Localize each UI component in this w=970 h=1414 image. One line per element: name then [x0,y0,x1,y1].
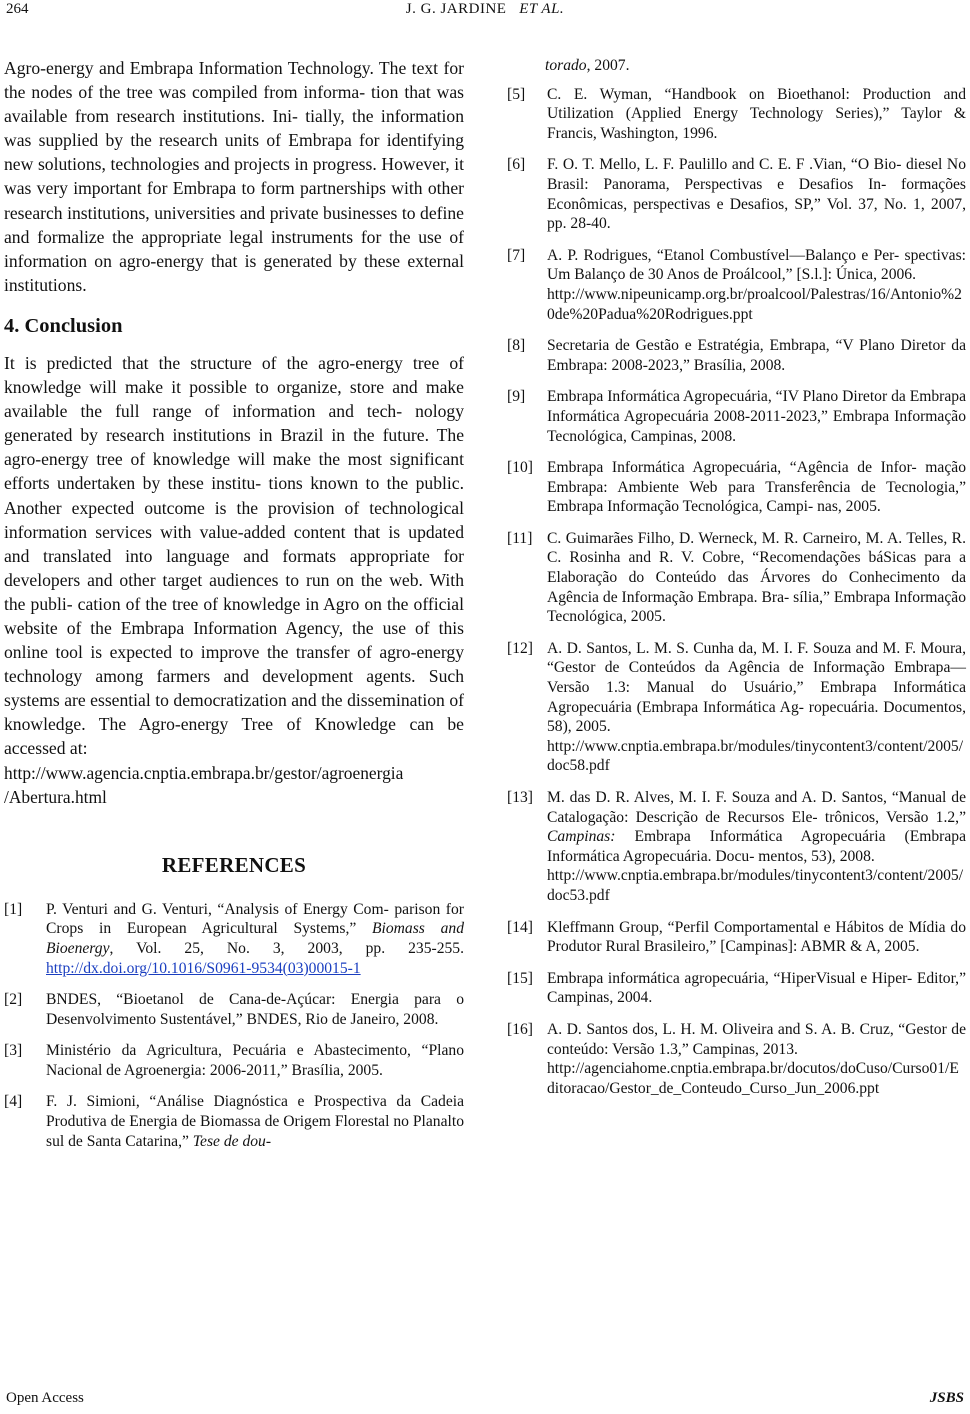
reference-text [547,1020,966,1098]
reference-italic-part: Campinas: [547,828,616,846]
journal-abbreviation: JSBS [929,1390,964,1406]
reference-text-part: A. D. Santos, L. M. S. Cunha da, M. I. F. Souza and M. F. Moura, “Gestor de Conteúdos da Agência de Informação Embrapa—Versão 1.3: Manual do Usuário,” Embrapa Informática Agropecuária (Embrapa Informática Ag- ropecuária. Documentos, 58), 2005. [547,639,966,736]
reference-item-7 [507,246,966,324]
reference-number: [12] [507,639,533,657]
reference-text: Embrapa Informática Agropecuária, “Agência de Infor- mação Embrapa: Ambiente Web para Transferência de Tecnologia,” Embrapa Informação Tecnológica, Campi- nas, 2005. [547,459,966,516]
doi-link[interactable]: http://dx.doi.org/10.1016/S0961-9534(03)00015-1 [46,959,361,977]
reference-number: [15] [507,969,533,987]
reference-item-4 [4,1092,464,1151]
reference-text-part: , Vol. 25, No. 3, 2003, pp. 235-255. [109,939,464,957]
reference-text: C. E. Wyman, “Handbook on Bioethanol: Production and Utilization (Applied Energy Technology Series),” Taylor & Francis, Washington, 1996. [547,85,966,142]
reference-text [547,788,966,906]
open-access-label: Open Access [6,1390,84,1406]
reference-number: [2] [4,991,23,1009]
reference-item-15 [507,969,966,1008]
reference-number: [5] [507,85,526,103]
reference-item-8 [507,336,966,375]
reference-text-part: A. P. Rodrigues, “Etanol Combustível—Balanço e Per- spectivas: Um Balanço de 30 Anos de Proálcool,” [S.l.]: Única, 2006. [547,246,966,284]
reference-text-part: F. J. Simioni, “Análise Diagnóstica e Prospectiva da Cadeia Produtiva de Energia de Biomassa de Origem Florestal no Planalto sul de Santa Catarina,” [46,1093,464,1150]
reference-number: [13] [507,789,533,806]
reference-number: [8] [507,337,526,355]
reference-number: [9] [507,388,526,406]
reference-url[interactable]: http://www.cnptia.embrapa.br/modules/tinycontent3/content/2005/doc53.pdf [547,867,964,904]
reference-text: F. O. T. Mello, L. F. Paulillo and C. E. F .Vian, “O Bio- diesel No Brasil: Panorama, Perspectivas e Desafios In- formações Econômicas, perspectivas e Desafios, SP,” Vol. 37, No. 1, 2007, pp. 28-40. [547,156,966,233]
reference-item-3 [4,1041,464,1080]
left-column [4,56,464,1163]
reference-item-14 [507,918,966,957]
reference-number: [10] [507,459,533,477]
reference-item-13 [507,788,966,906]
reference-item-1 [4,900,464,978]
running-title-authors: J. G. JARDINE [405,1,507,17]
reference-text-part: A. D. Santos dos, L. H. M. Oliveira and S. A. B. Cruz, “Gestor de conteúdo: Versão 1.3,” Campinas, 2013. [547,1020,966,1058]
reference-number: [14] [507,918,533,936]
reference-text [547,639,966,776]
reference-text-part: P. Venturi and G. Venturi, “Analysis of Energy Com- parison for Crops in European Agricultural Systems,” [46,900,464,938]
reference-number: [16] [507,1020,533,1038]
conclusion-paragraph: It is predicted that the structure of the agro-energy tree of knowledge will make it possible to organize, store and make available the full range of information and tech- nology generated by research institutions in Brazil in the future. The agro-energy tree of knowledge will make the most significant efforts undertaken by these institu- tions known to the public. Another expected outcome is the provision of technological information services with value-added content that is updated and translated into language and formats appropriate for developers and other target audiences to run on the web. With the publi- cation of the tree of knowledge in Agro on the official website of the Embrapa Information Agency, the use of this online tool is expected to improve the transfer of agro-energy technology among farmers and development agents. Such systems are essential to democratization and the dissemination of knowledge. The Agro-energy Tree of Knowledge can be accessed at: [4,352,464,759]
reference-text: C. Guimarães Filho, D. Werneck, M. R. Carneiro, M. A. Telles, R. C. Rosinha and R. V. Cobre, “Recomendações báSicas para a Elaboração do Conteúdo das Árvores do Conhecimento da Agência de Informação Embrapa. Bra- sília,” Embrapa Informação Tecnológica, 2005. [547,529,966,626]
reference-text [46,1092,464,1151]
reference-item-2 [4,990,464,1029]
reference-url[interactable]: http://www.nipeunicamp.org.br/proalcool/Palestras/16/Antonio%20de%20Padua%20Rodrigues.ppt [547,285,962,323]
reference-text: Embrapa informática agropecuária, “HiperVisual e Hiper- Editor,” Campinas, 2004. [547,969,966,1007]
reference-italic-part: torado [545,57,587,74]
reference-item-16 [507,1020,966,1098]
reference-url[interactable]: http://agenciahome.cnptia.embrapa.br/docutos/doCuso/Curso01/Editoracao/Gestor_de_Conteudo_Curso_Jun_2006.ppt [547,1060,959,1097]
reference-text: Embrapa Informática Agropecuária, “IV Plano Diretor da Embrapa Informática Agropecuária 2008-2011-2023,” Embrapa Informação Tecnológica, Campinas, 2008. [547,388,966,445]
reference-item-10 [507,458,966,517]
reference-text: Kleffmann Group, “Perfil Comportamental e Hábitos de Mídia do Produtor Rural Brasileiro,” [Campinas]: ABMR & A, 2005. [547,918,966,956]
journal-title: Biomass and Bioenergy [46,920,464,957]
running-title-etal: ET AL. [519,1,565,17]
reference-url[interactable]: http://www.cnptia.embrapa.br/modules/tinycontent3/content/2005/doc58.pdf [547,737,964,775]
intro-paragraph: Agro-energy and Embrapa Information Technology. The text for the nodes of the tree was compiled from informa- tion that was available from research institutions. Ini- tially, the information was supplied by the research units of Embrapa for identifying new solutions, technologies and projects in progress. However, it was very important for Embrapa to form partnerships with other research institutions, universities and private businesses to define and formalize the appropriate legal instruments for the use of information on agro-energy that is generated by these external institutions. [4,58,464,295]
reference-text: BNDES, “Bioetanol de Cana-de-Açúcar: Energia para o Desenvolvimento Sustentável,” BNDES, Rio de Janeiro, 2008. [46,991,464,1028]
reference-text-part: M. das D. R. Alves, M. I. F. Souza and A. D. Santos, “Manual de Catalogação: Descrição de Recursos Ele- trônicos, Versão 1.2,” [547,789,966,826]
reference-number: [4] [4,1093,23,1111]
reference-item-12 [507,639,966,776]
page-header [0,0,970,30]
page-number: 264 [6,1,29,17]
reference-text [46,900,464,978]
reference-number: [1] [4,900,23,918]
access-url-line-1[interactable]: http://www.agencia.cnptia.embrapa.br/gestor/agroenergia [4,762,404,783]
reference-item-11 [507,529,966,627]
access-url-line-2[interactable]: /Abertura.html [4,786,107,807]
right-column [507,56,966,1110]
reference-text-part: Embrapa Informática Agropecuária (Embrapa Informática Agropecuária. Docu- mentos, 53), 2008. [547,828,966,865]
reference-item-6 [507,155,966,233]
reference-item-9 [507,387,966,446]
running-title [0,1,970,18]
reference-number: [3] [4,1042,23,1060]
reference-number: [7] [507,246,526,264]
reference-text-part: , 2007. [586,57,630,74]
reference-text [547,246,966,324]
conclusion-heading: 4. Conclusion [4,314,123,337]
reference-number: [11] [507,529,533,547]
reference-text: Ministério da Agricultura, Pecuária e Abastecimento, “Plano Nacional de Agroenergia: 2006-2011,” Brasília, 2005. [46,1042,464,1079]
reference-italic-part: Tese de dou- [192,1132,272,1150]
page-footer [0,1390,970,1414]
references-heading: REFERENCES [161,852,307,877]
reference-continuation [545,56,966,76]
reference-item-5 [507,85,966,144]
reference-text: Secretaria de Gestão e Estratégia, Embrapa, “V Plano Diretor da Embrapa: 2008-2023,” Brasília, 2008. [547,337,966,374]
reference-number: [6] [507,156,526,174]
